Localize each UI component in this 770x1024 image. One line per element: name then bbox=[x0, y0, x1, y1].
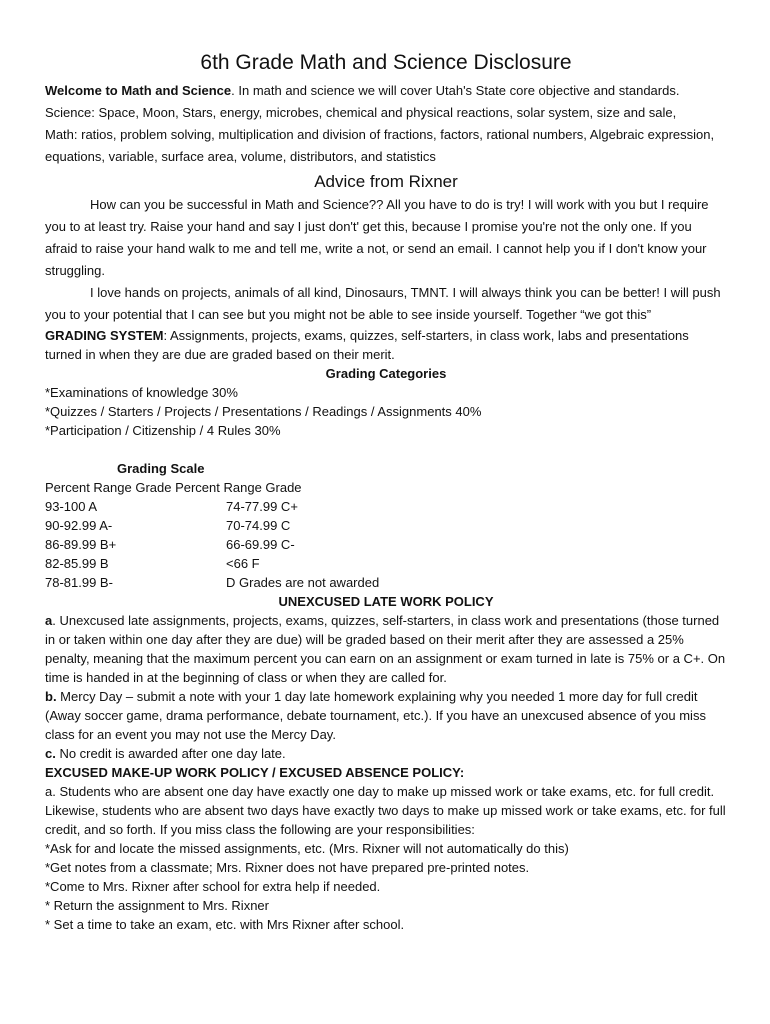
grading-scale-row bbox=[45, 535, 727, 554]
late-policy-title: UNEXCUSED LATE WORK POLICY bbox=[278, 594, 494, 609]
advice-paragraph-2: I love hands on projects, animals of all kind, Dinosaurs, TMNT. I will always think you can be better! I will push you to your potential that I can see but you might not be able to see inside yourself. Together “we got this” bbox=[45, 285, 721, 322]
grading-category-item: *Participation / Citizenship / 4 Rules 30% bbox=[45, 423, 281, 438]
makeup-policy-title: EXCUSED MAKE-UP WORK POLICY / EXCUSED ABSENCE POLICY: bbox=[45, 765, 465, 780]
late-policy-c-text: No credit is awarded after one day late. bbox=[55, 746, 286, 761]
document-page bbox=[45, 50, 727, 934]
welcome-label: Welcome to Math and Science bbox=[45, 83, 232, 98]
late-policy-c bbox=[45, 744, 727, 763]
grading-scale-header: Percent Range Grade Percent Range Grade bbox=[45, 480, 302, 495]
grading-category-list bbox=[45, 383, 727, 440]
late-policy-b-label: b. bbox=[45, 689, 57, 704]
grading-category-item: *Examinations of knowledge 30% bbox=[45, 385, 238, 400]
responsibility-item: *Get notes from a classmate; Mrs. Rixner does not have prepared pre-printed notes. bbox=[45, 860, 530, 875]
grading-scale-row bbox=[45, 554, 727, 573]
scale-left: 90-92.99 A- bbox=[45, 518, 113, 533]
grading-scale-row bbox=[45, 573, 727, 592]
grading-system-text: : Assignments, projects, exams, quizzes, self-starters, in class work, labs and presentations turned in when they are due are graded based on their merit. bbox=[45, 328, 689, 362]
advice-heading: Advice from Rixner bbox=[314, 172, 458, 191]
responsibility-item: *Ask for and locate the missed assignments, etc. (Mrs. Rixner will not automatically do this) bbox=[45, 841, 569, 856]
late-policy-b-text: Mercy Day – submit a note with your 1 day late homework explaining why you needed 1 more day for full credit (Away soccer game, drama performance, debate tournament, etc.). If you have an unexcused absence of you miss class for an event you may not use the Mercy Day. bbox=[45, 689, 706, 742]
scale-right: D Grades are not awarded bbox=[226, 575, 380, 590]
grading-categories-title: Grading Categories bbox=[325, 366, 447, 381]
grading-scale-title: Grading Scale bbox=[117, 461, 205, 476]
late-policy-a-label: a bbox=[45, 613, 53, 628]
welcome-text: . In math and science we will cover Utah's State core objective and standards. bbox=[231, 83, 680, 98]
scale-right: 74-77.99 C+ bbox=[226, 499, 298, 514]
late-policy-c-label: c. bbox=[45, 746, 56, 761]
late-policy-a-text: . Unexcused late assignments, projects, exams, quizzes, self-starters, in class work and presentations (those turned in or taken within one day after they are due) will be graded based on their merit after they are assessed a 25% penalty, meaning that the maximum percent you can earn on an assignment or exam turned in late is 75% or a C+. On time is handed in at the beginning of class or when they are called for. bbox=[45, 613, 726, 685]
scale-left: 78-81.99 B- bbox=[45, 575, 113, 590]
scale-right: 70-74.99 C bbox=[226, 518, 291, 533]
grading-category-item: *Quizzes / Starters / Projects / Presentations / Readings / Assignments 40% bbox=[45, 404, 482, 419]
intro-math: Math: ratios, problem solving, multiplication and division of fractions, factors, rational numbers, Algebraic expression, equations, variable, surface area, volume, distributors, and statistics bbox=[45, 127, 715, 164]
scale-left: 82-85.99 B bbox=[45, 556, 109, 571]
scale-right: 66-69.99 C- bbox=[226, 537, 295, 552]
grading-system-label: GRADING SYSTEM bbox=[45, 328, 164, 343]
makeup-policy-a: a. Students who are absent one day have exactly one day to make up missed work or take exams, etc. for full credit. Likewise, students who are absent two days have exactly two days to make up missed work or take exams, etc. for full credit, and so forth. If you miss class the following are your responsibilities: bbox=[45, 784, 726, 837]
responsibility-item: * Return the assignment to Mrs. Rixner bbox=[45, 898, 269, 913]
advice-paragraph-1: How can you be successful in Math and Science?? All you have to do is try! I will work with you but I require you to at least try. Raise your hand and say I just don't' get this, because I promise you're not the only one. If you afraid to raise your hand walk to me and tell me, write a not, or send an email. I cannot help you if I don't know your struggling. bbox=[45, 197, 709, 278]
grading-scale-row bbox=[45, 516, 727, 535]
grading-scale-row bbox=[45, 497, 727, 516]
makeup-responsibility-list bbox=[45, 839, 727, 934]
intro-science: Science: Space, Moon, Stars, energy, microbes, chemical and physical reactions, solar system, size and sale, bbox=[45, 105, 677, 120]
responsibility-item: * Set a time to take an exam, etc. with Mrs Rixner after school. bbox=[45, 917, 405, 932]
document-title: 6th Grade Math and Science Disclosure bbox=[200, 51, 572, 74]
late-policy-a bbox=[45, 611, 727, 687]
intro-welcome bbox=[45, 80, 727, 102]
late-policy-b bbox=[45, 687, 727, 744]
scale-left: 93-100 A bbox=[45, 499, 98, 514]
scale-left: 86-89.99 B+ bbox=[45, 537, 117, 552]
grading-system bbox=[45, 326, 727, 364]
grading-scale-table bbox=[45, 497, 727, 592]
responsibility-item: *Come to Mrs. Rixner after school for extra help if needed. bbox=[45, 879, 381, 894]
scale-right: <66 F bbox=[226, 556, 260, 571]
